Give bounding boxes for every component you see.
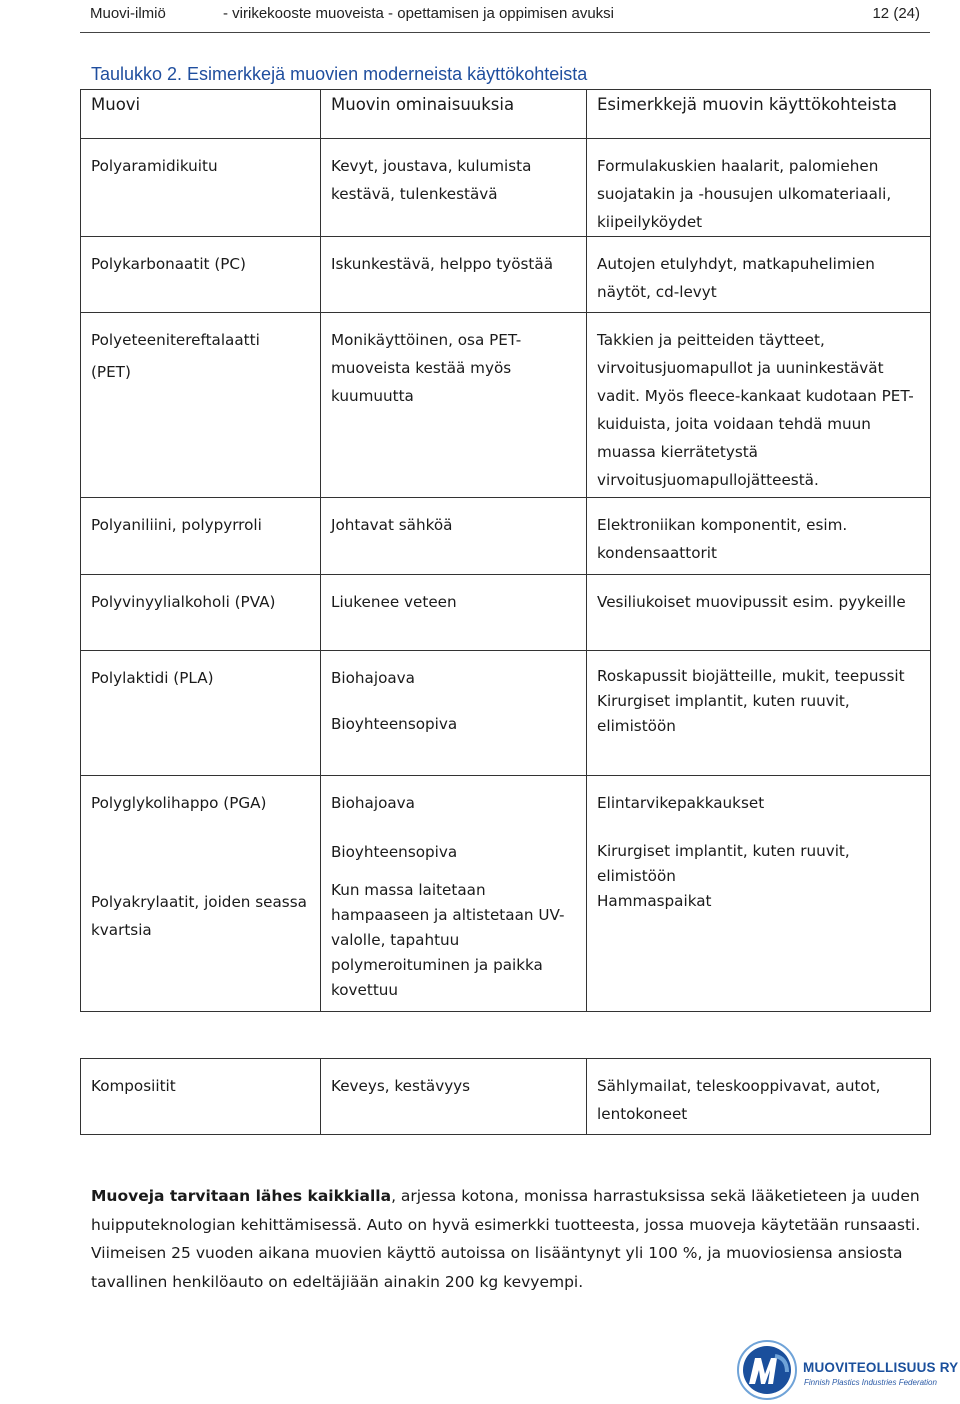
material-name: Polylaktidi (PLA) [91, 669, 214, 687]
material-name: Polyvinyylialkoholi (PVA) [91, 593, 276, 611]
table-row [81, 575, 931, 651]
composites-table [80, 1058, 931, 1135]
table-header-row [81, 90, 931, 139]
column-header-properties: Muovin ominaisuuksia [321, 90, 587, 139]
material-name: Polyaniliini, polypyrroli [91, 516, 262, 534]
header-page-number: 12 (24) [872, 5, 920, 22]
page-header [80, 0, 930, 34]
uses-text: Sählymailat, teleskooppivavat, autot, lentokoneet [597, 1077, 881, 1123]
properties-cell [321, 237, 587, 313]
uses-text: Elektroniikan komponentit, esim. kondensaattorit [597, 516, 848, 562]
header-document-name: Muovi-ilmiö [90, 5, 166, 22]
logo-m-emblem-icon [735, 1338, 799, 1402]
property-text: Kun massa laitetaan hampaaseen ja altistetaan UV-valolle, tapahtuu polymeroituminen ja paikka kovettuu [331, 881, 565, 999]
header-divider [80, 32, 930, 33]
logo-organization-name: MUOVITEOLLISUUS RY [803, 1360, 959, 1375]
logo-subtitle: Finnish Plastics Industries Federation [804, 1378, 937, 1387]
properties-cell [321, 776, 587, 1012]
material-name: Polyakrylaatit, joiden seassa kvartsia [91, 893, 307, 939]
uses-cell [587, 776, 931, 1012]
material-cell [81, 313, 321, 498]
table-row [81, 1059, 931, 1135]
properties-cell [321, 139, 587, 237]
properties-cell [321, 313, 587, 498]
property-text: Bioyhteensopiva [331, 715, 458, 733]
material-name: Komposiitit [91, 1077, 176, 1095]
properties-cell [321, 651, 587, 776]
property-text: Johtavat sähköä [331, 516, 453, 534]
table-row [81, 237, 931, 313]
property-text: Monikäyttöinen, osa PET-muoveista kestää myös kuumuutta [331, 331, 522, 405]
material-cell [81, 498, 321, 575]
material-name: Polykarbonaatit (PC) [91, 255, 246, 273]
table-row [81, 776, 931, 1012]
uses-text: Formulakuskien haalarit, palomiehen suojatakin ja -housujen ulkomateriaali, kiipeilyköydet [597, 157, 892, 231]
material-name: Polyglykolihappo (PGA) [91, 794, 267, 812]
property-text: Keveys, kestävyys [331, 1077, 471, 1095]
body-paragraph [91, 1182, 960, 1296]
uses-text: Elintarvikepakkaukset [597, 794, 765, 812]
uses-text: Kirurgiset implantit, kuten ruuvit, elimistöön [597, 842, 850, 885]
material-name [91, 817, 310, 888]
material-abbreviation: (PET) [91, 363, 131, 381]
table-caption: Taulukko 2. Esimerkkejä muovien moderneista käyttökohteista [91, 64, 588, 84]
material-name: Polyeteenitereftalaatti [91, 331, 260, 349]
uses-cell [587, 498, 931, 575]
material-cell [81, 651, 321, 776]
muoviteollisuus-logo [735, 1338, 959, 1404]
uses-cell [587, 575, 931, 651]
material-cell [81, 1059, 321, 1135]
paragraph-bold-lead: Muoveja tarvitaan lähes kaikkialla [91, 1187, 392, 1205]
paragraph-text: , arjessa kotona, monissa harrastuksissa sekä lääketieteen ja uuden huipputeknologian kehittämisessä. Auto on hyvä esimerkki tuotteesta, jossa muoveja käytetään runsaasti. Viimeisen 25 vuoden aikana muovien käyttö autoissa on lisääntynyt yli 100 %, ja muoviosiensa ansiosta tavallinen henkilöauto on edeltäjiään ainakin 200 kg kevyempi. [91, 1187, 921, 1291]
property-text: Biohajoava [331, 794, 415, 812]
uses-text: Takkien ja peitteiden täytteet, virvoitusjuomapullot ja uuninkestävät vadit. Myös fleece-kankaat kudotaan PET-kuiduista, joita voidaan tehdä muun muassa kierrätetystä virvoitusjuomapullojätteestä. [597, 331, 914, 489]
uses-cell [587, 651, 931, 776]
material-cell [81, 575, 321, 651]
uses-cell [587, 1059, 931, 1135]
properties-cell [321, 575, 587, 651]
properties-cell [321, 1059, 587, 1135]
table-row [81, 651, 931, 776]
material-cell [81, 776, 321, 1012]
material-name: Polyaramidikuitu [91, 157, 218, 175]
table-row [81, 498, 931, 575]
material-cell [81, 139, 321, 237]
property-text: Bioyhteensopiva [331, 843, 458, 861]
header-subtitle: - virikekooste muoveista - opettamisen ja oppimisen avuksi [223, 5, 615, 22]
uses-cell [587, 237, 931, 313]
property-text: Iskunkestävä, helppo työstää [331, 255, 553, 273]
column-header-uses: Esimerkkejä muovin käyttökohteista [587, 90, 931, 139]
uses-text: Kirurgiset implantit, kuten ruuvit, elimistöön [597, 692, 850, 735]
uses-text: Hammaspaikat [597, 892, 712, 910]
uses-text: Autojen etulyhdyt, matkapuhelimien näytöt, cd-levyt [597, 255, 875, 301]
table-row [81, 313, 931, 498]
uses-text: Vesiliukoiset muovipussit esim. pyykeille [597, 593, 906, 611]
property-text: Kevyt, joustava, kulumista kestävä, tulenkestävä [331, 157, 532, 203]
table-row [81, 139, 931, 237]
property-text: Liukenee veteen [331, 593, 457, 611]
uses-cell [587, 313, 931, 498]
uses-text: Roskapussit biojätteille, mukit, teepussit [597, 667, 905, 685]
properties-cell [321, 498, 587, 575]
column-header-material: Muovi [81, 90, 321, 139]
uses-cell [587, 139, 931, 237]
plastics-uses-table [80, 89, 931, 1012]
property-text: Biohajoava [331, 669, 415, 687]
material-cell [81, 237, 321, 313]
